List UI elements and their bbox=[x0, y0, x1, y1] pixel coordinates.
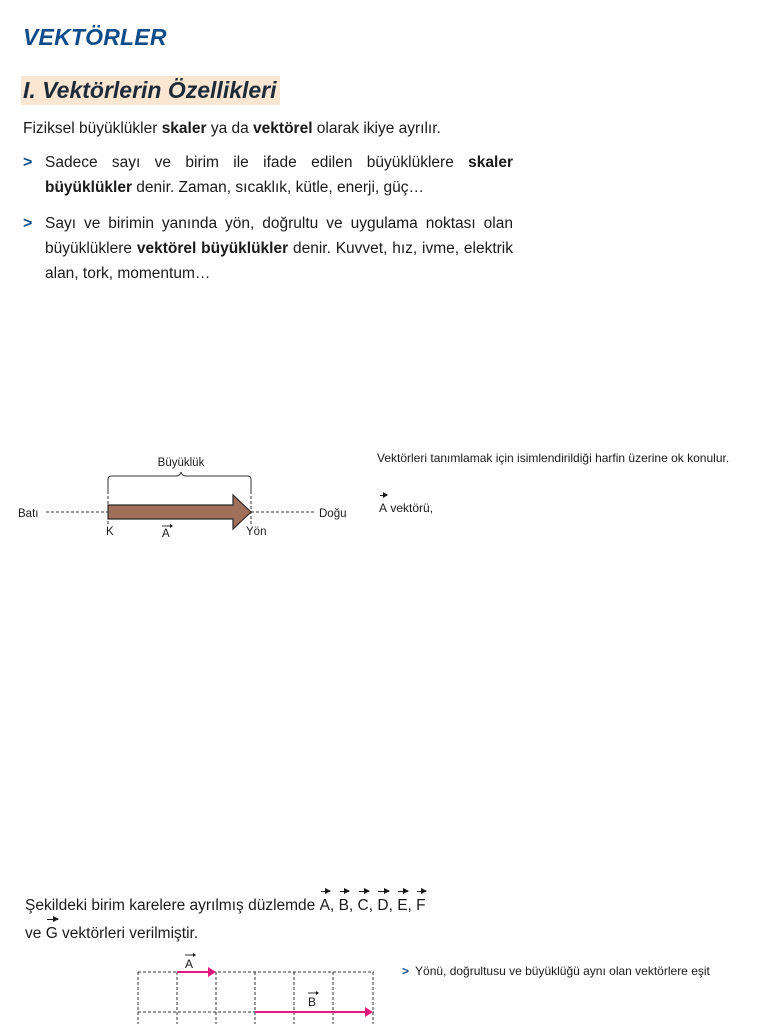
grid-lines bbox=[138, 972, 374, 1024]
section2-paragraph: Şekildeki birim karelere ayrılmış düzlemde A, B, C, D, E, F ve G vektörleri verilmiştir. bbox=[25, 890, 505, 946]
vector-e: E bbox=[397, 890, 407, 918]
vector-a-label-arrowhead-icon bbox=[193, 953, 196, 957]
bullet-text: Sadece sayı ve birim ile ifade edilen büyüklüklere bbox=[45, 154, 469, 171]
intro-text: olarak ikiye ayrılır. bbox=[312, 120, 441, 137]
vector-b: B bbox=[339, 890, 349, 918]
vector-b-label: B bbox=[308, 995, 317, 1009]
vector-grid bbox=[130, 948, 380, 1024]
vector-label: A bbox=[162, 528, 170, 540]
bullet-bold: vektörel büyüklükler bbox=[136, 240, 289, 257]
vector-f: F bbox=[416, 890, 425, 918]
equal-vectors-text: Yönü, doğrultusu ve büyüklüğü aynı olan vektörlere eşit bbox=[415, 964, 710, 978]
vector-d: D bbox=[377, 890, 388, 918]
bullet-text: denir. Kuvvet, hız, ivme, elektrik alan, tork, momentum… bbox=[45, 240, 513, 282]
intro-bold-vektorel: vektörel bbox=[253, 120, 313, 137]
bullet-marker-icon: > bbox=[402, 964, 410, 978]
magnitude-brace bbox=[108, 472, 251, 491]
section2-text: Şekildeki birim karelere ayrılmış düzlemde bbox=[25, 897, 320, 914]
intro-bold-skaler: skaler bbox=[161, 120, 207, 137]
section2-text: ve bbox=[25, 925, 46, 942]
bullet-marker-icon: > bbox=[23, 154, 33, 171]
vector-suffix: vektörü, bbox=[387, 501, 434, 515]
section2-text: vektörleri verilmiştir. bbox=[57, 925, 199, 942]
vector-b-arrowhead-icon bbox=[365, 1007, 373, 1017]
bullet-marker-icon: > bbox=[23, 215, 33, 232]
vector-g: G bbox=[46, 918, 58, 946]
magnitude-label: Büyüklük bbox=[157, 457, 205, 469]
vector-a-label: A bbox=[185, 957, 194, 971]
intro-paragraph bbox=[23, 116, 523, 141]
bullet-bold: skaler büyüklükler bbox=[45, 154, 513, 196]
intro-text: Fiziksel büyüklükler bbox=[23, 120, 162, 137]
direction-label: Yön bbox=[246, 526, 267, 538]
intro-text: ya da bbox=[206, 120, 254, 137]
bullet-text: Sayı ve birimin yanında yön, doğrultu ve uygulama noktası olan büyüklüklere bbox=[45, 215, 513, 257]
vector-arrow bbox=[108, 495, 251, 529]
vector-diagram bbox=[0, 445, 360, 545]
equal-vectors-note bbox=[402, 964, 710, 978]
start-point-label: K bbox=[106, 526, 114, 538]
vector-label-arrowhead-icon bbox=[170, 524, 173, 528]
east-label: Doğu bbox=[319, 508, 347, 520]
west-label: Batı bbox=[18, 508, 39, 520]
bullet-text: denir. Zaman, sıcaklık, kütle, enerji, güç… bbox=[132, 179, 425, 196]
bullet-scalar bbox=[23, 150, 513, 200]
vector-a: A bbox=[320, 890, 330, 918]
side-note-vector bbox=[379, 493, 433, 517]
vector-letter: A bbox=[379, 493, 387, 517]
vector-b-label-arrowhead-icon bbox=[316, 991, 319, 995]
vector-c: C bbox=[358, 890, 369, 918]
side-note: Vektörleri tanımlamak için isimlendirildiği harfin üzerine ok konulur. bbox=[377, 451, 730, 465]
bullet-vector bbox=[23, 211, 513, 286]
section-title: I. Vektörlerin Özellikleri bbox=[21, 76, 280, 105]
vector-a-arrowhead-icon bbox=[208, 967, 216, 977]
page-title: VEKTÖRLER bbox=[23, 24, 167, 50]
